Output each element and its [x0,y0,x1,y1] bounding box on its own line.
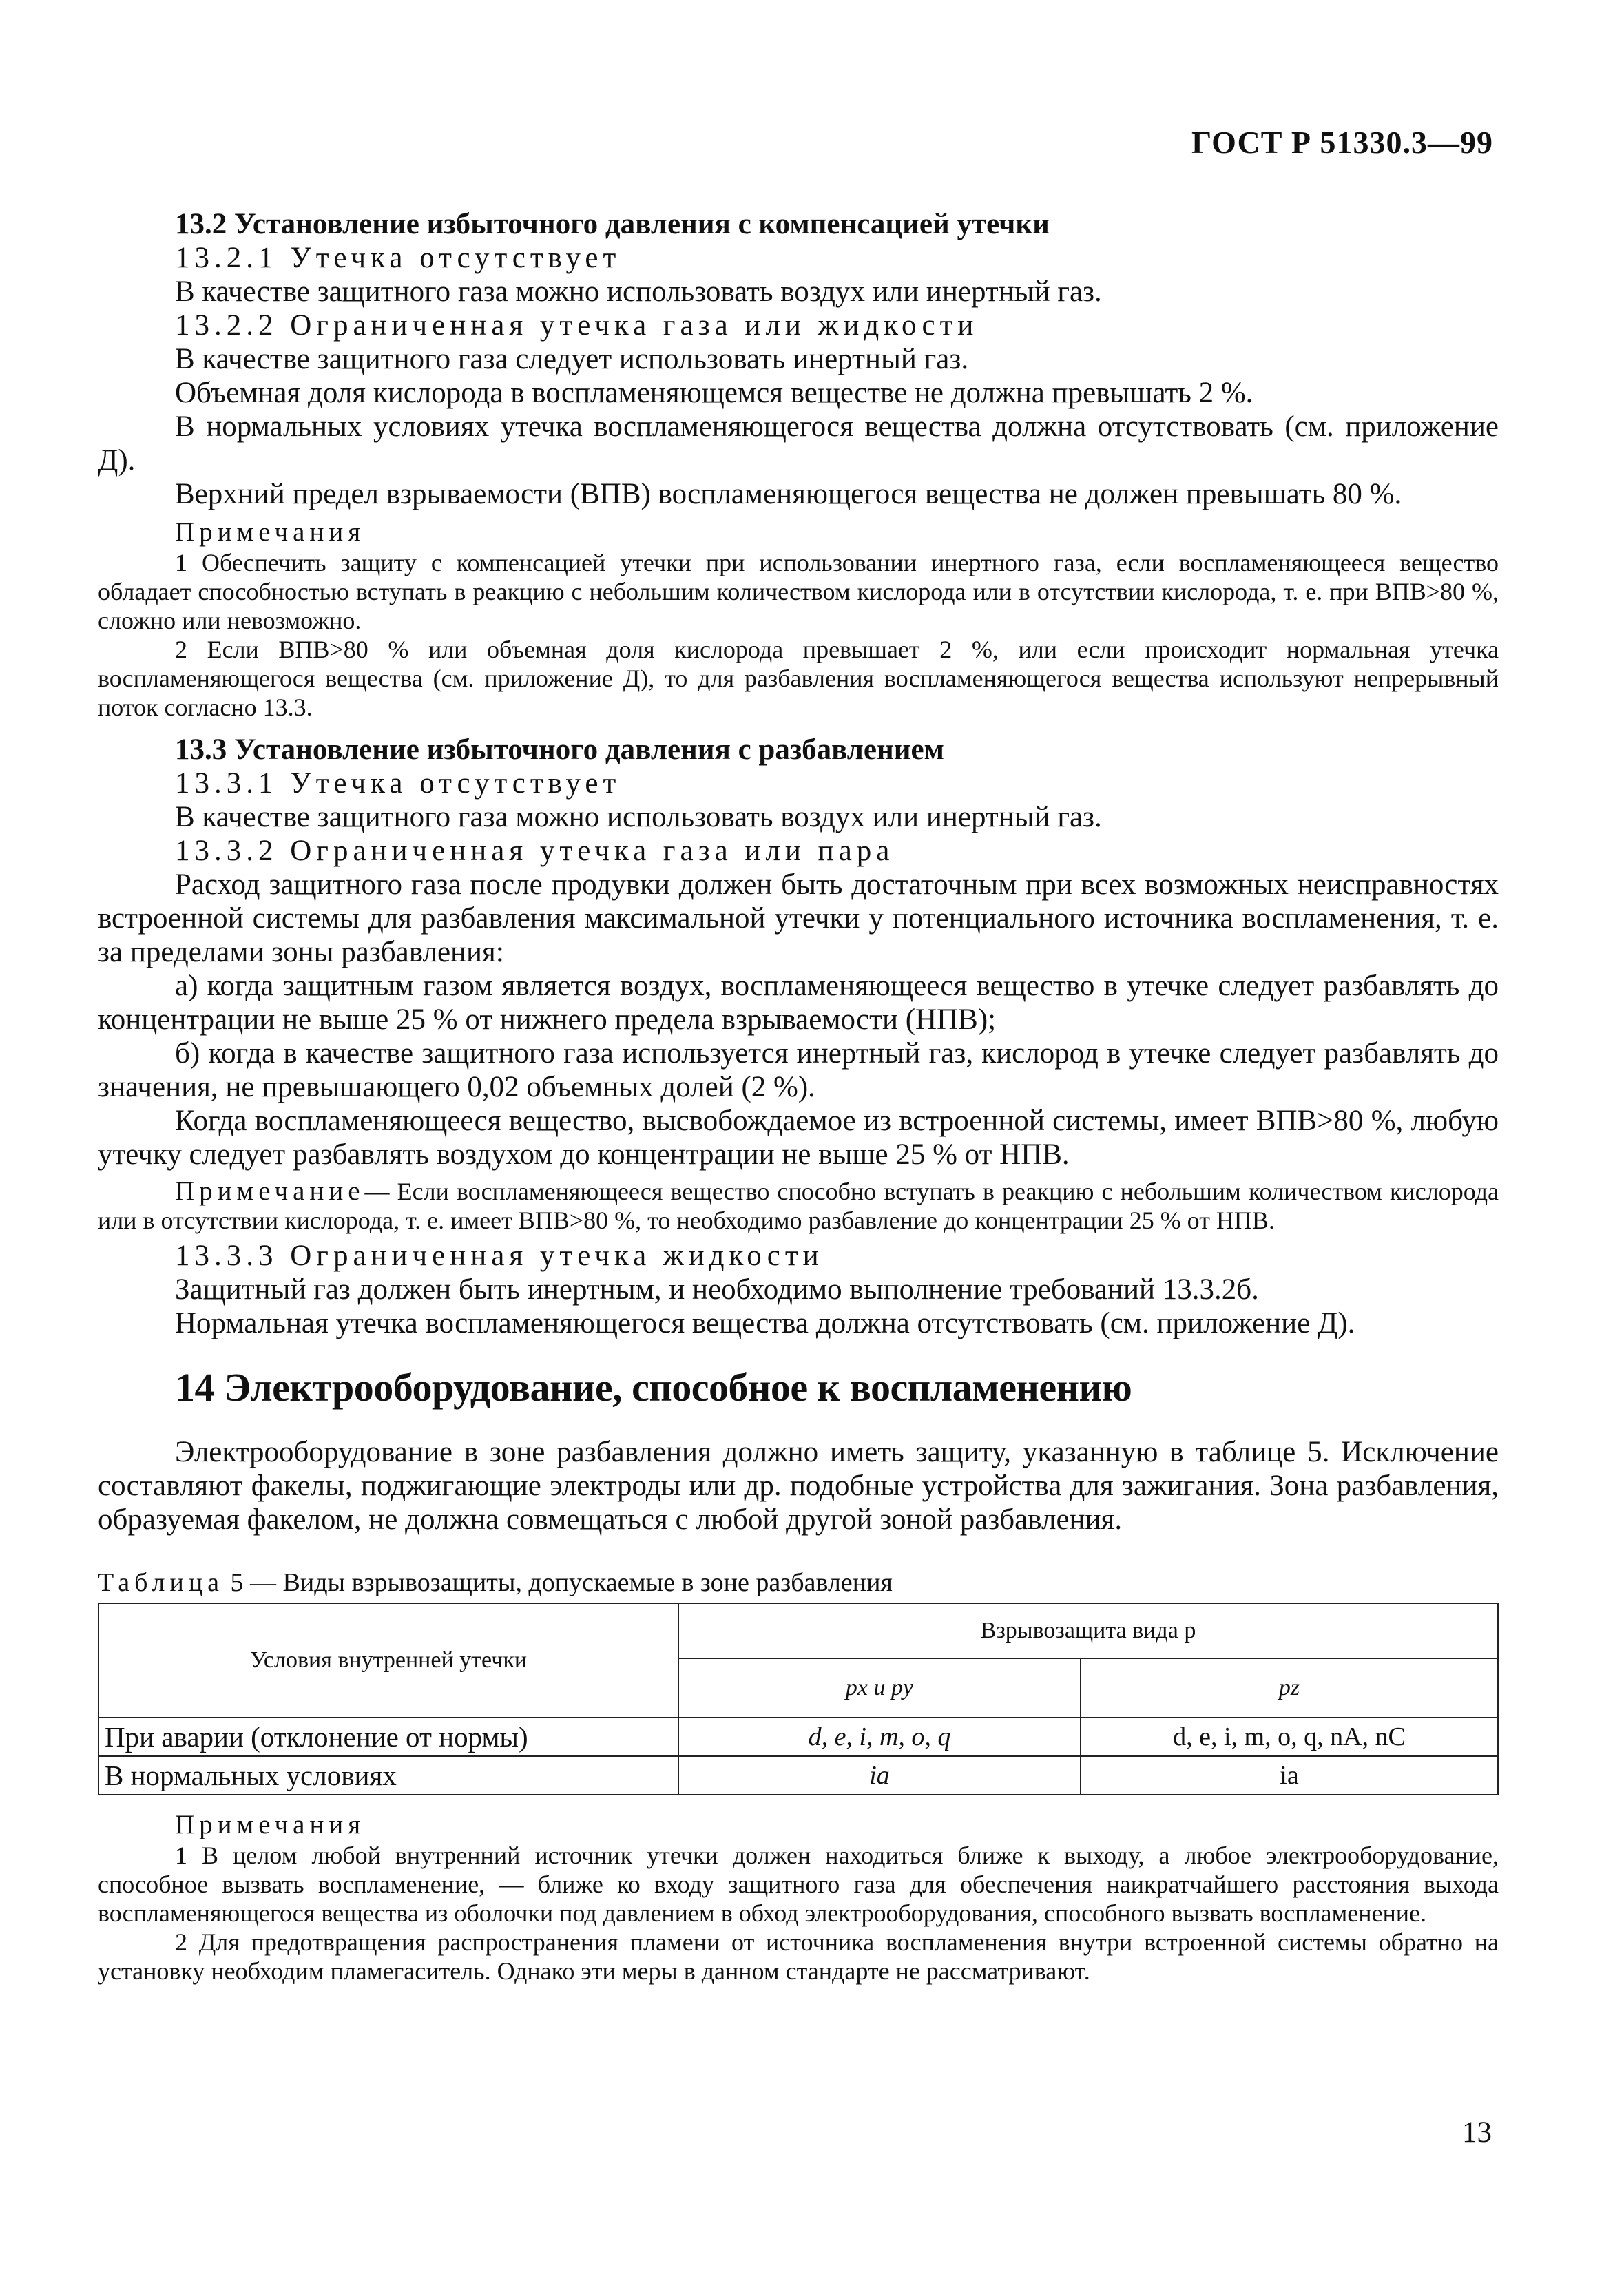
paragraph: В качестве защитного газа можно использовать воздух или инертный газ. [175,275,1102,308]
table-cell: d, e, i, m, o, q [678,1718,1081,1756]
table-row [98,1718,1498,1756]
paragraph: Защитный газ должен быть инертным, и необходимо выполнение требований 13.3.2б. [175,1273,1259,1306]
table-cell: При аварии (отклонение от нормы) [98,1718,678,1756]
page-content [98,203,1499,1985]
section-14-heading: 14 Электрооборудование, способное к воспламенению [175,1365,1132,1410]
column-header-conditions: Условия внутренней утечки [98,1603,678,1718]
paragraph: В качестве защитного газа следует использовать инертный газ. [175,343,969,375]
paragraph: Нормальная утечка воспламеняющегося вещества должна отсутствовать (см. приложение Д). [175,1307,1355,1339]
table-cell: В нормальных условиях [98,1756,678,1795]
column-header-pz: pz [1081,1658,1498,1718]
column-header-px-py: px и py [678,1658,1081,1718]
column-group-header-text: Взрывозащита вида p [980,1618,1196,1643]
notes-heading: Примечания [175,517,366,547]
section-13-3-heading: 13.3 Установление избыточного давления с разбавлением [175,733,944,766]
paragraph: В нормальных условиях утечка воспламеняющегося вещества должна отсутствовать (см. приложение Д). [98,410,1499,477]
paragraph: Объемная доля кислорода в воспламеняющемся веществе не должна превышать 2 %. [175,377,1253,409]
table-row [98,1756,1498,1795]
table-cell: d, e, i, m, o, q, nA, nC [1081,1718,1498,1756]
table-caption-label: Таблица [98,1568,225,1597]
subsection-13-2-1-heading: 13.2.1 Утечка отсутствует [175,242,621,274]
table-cell: ia [678,1756,1081,1795]
table-cell: ia [1081,1756,1498,1795]
subsection-13-3-2-heading: 13.3.2 Ограниченная утечка газа или пара [175,835,895,867]
paragraph: Электрооборудование в зоне разбавления должно иметь защиту, указанную в таблице 5. Исключение составляют факелы, поджигающие электроды или др. подобные устройства для зажигания. Зона разбавления, образуемая факелом, не должна совмещаться с любой другой зоной разбавления. [98,1436,1499,1536]
note-item: 1 Обеспечить защиту с компенсацией утечки при использовании инертного газа, если воспламеняющееся вещество обладает способностью вступать в реакцию с небольшим количеством кислорода или в отсутствии кислорода, т. е. при ВПВ>80 %, сложно или невозможно. [98,549,1499,634]
subsection-13-2-2-heading: 13.2.2 Ограниченная утечка газа или жидкости [175,309,979,342]
note-text: — Если воспламеняющееся вещество способно вступать в реакцию с небольшим количеством кислорода или в отсутствии кислорода, т. е. имеет ВПВ>80 %, то необходимо разбавление до концентрации 25 % от НПВ. [98,1178,1499,1234]
subsection-13-3-1-heading: 13.3.1 Утечка отсутствует [175,767,621,800]
paragraph: Верхний предел взрываемости (ВПВ) воспламеняющегося вещества не должен превышать 80 %. [175,478,1402,510]
column-group-header [678,1603,1498,1658]
table-caption [98,1567,1499,1598]
section-13-2-heading: 13.2 Установление избыточного давления с компенсацией утечки [175,208,1050,240]
list-item: а) когда защитным газом является воздух, воспламеняющееся вещество в утечке следует разбавлять до концентрации не выше 25 % от нижнего предела взрываемости (НПВ); [98,970,1499,1036]
note-item: 1 В целом любой внутренний источник утечки должен находиться ближе к выходу, а любое электрооборудование, способное вызвать воспламенение, — ближе ко входу защитного газа для обеспечения наикратчайшего расстояния выхода воспламеняющегося вещества из оболочки под давлением в обход электрооборудования, способного вызвать воспламенение. [98,1842,1499,1927]
subsection-13-3-3-heading: 13.3.3 Ограниченная утечка жидкости [175,1240,824,1272]
note-item: 2 Для предотвращения распространения пламени от источника воспламенения внутри встроенной системы обратно на установку необходим пламегаситель. Однако эти меры в данном стандарте не рассматривают. [98,1928,1499,1985]
note-item [98,1177,1499,1235]
document-code-header: ГОСТ Р 51330.3—99 [1191,125,1493,160]
paragraph: Когда воспламеняющееся вещество, высвобождаемое из встроенной системы, имеет ВПВ>80 %, любую утечку следует разбавлять воздухом до концентрации не выше 25 % от НПВ. [98,1105,1499,1171]
table-caption-text: 5 — Виды взрывозащиты, допускаемые в зоне разбавления [230,1568,893,1597]
paragraph: В качестве защитного газа можно использовать воздух или инертный газ. [175,801,1102,833]
list-item: б) когда в качестве защитного газа используется инертный газ, кислород в утечке следует разбавлять до значения, не превышающего 0,02 объемных долей (2 %). [98,1037,1499,1103]
note-label: Примечание [175,1176,365,1206]
page-number: 13 [1462,2116,1492,2149]
note-item: 2 Если ВПВ>80 % или объемная доля кислорода превышает 2 %, или если происходит нормальная утечка воспламеняющегося вещества (см. приложение Д), то для разбавления воспламеняющегося вещества используют непрерывный поток согласно 13.3. [98,636,1499,721]
paragraph: Расход защитного газа после продувки должен быть достаточным при всех возможных неисправностях встроенной системы для разбавления максимальной утечки у потенциального источника воспламенения, т. е. за пределами зоны разбавления: [98,868,1499,968]
notes-heading: Примечания [175,1810,366,1839]
table-5 [98,1603,1499,1795]
